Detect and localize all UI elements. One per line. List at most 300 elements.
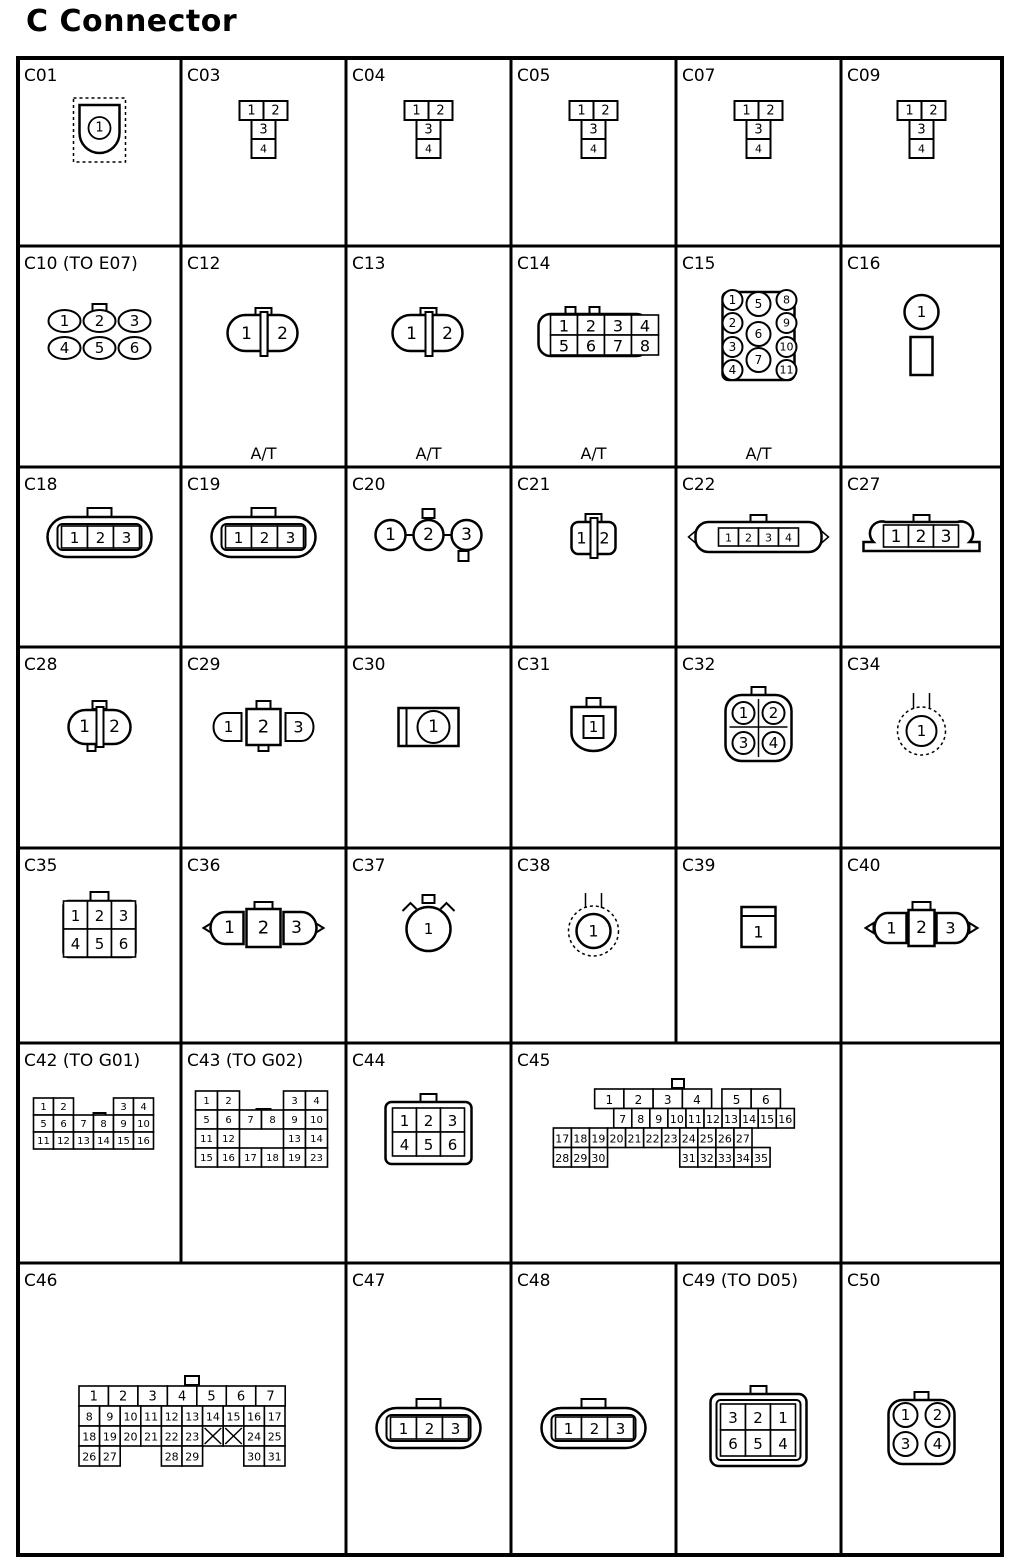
pin-label: 6 xyxy=(585,336,597,356)
connector-c42 xyxy=(24,1051,154,1149)
pin-label: 23 xyxy=(663,1132,678,1146)
connector-c14 xyxy=(517,254,659,463)
pin-label: 1 xyxy=(70,907,81,925)
pin-label: 14 xyxy=(97,1136,110,1147)
connector-label: C39 xyxy=(682,856,716,876)
pin-label: 2 xyxy=(442,324,453,344)
pin-label: 12 xyxy=(705,1112,720,1126)
pin-label: 7 xyxy=(80,1119,87,1130)
pin-label: 2 xyxy=(94,907,105,925)
pin-label: 3 xyxy=(765,531,772,545)
pin-label: 6 xyxy=(60,1119,67,1130)
pin-label: 3 xyxy=(461,525,472,545)
pin-label: 17 xyxy=(267,1410,282,1424)
connector-c37 xyxy=(352,856,455,951)
pin-label: 8 xyxy=(637,1112,645,1126)
pin-label: 4 xyxy=(260,142,267,156)
pin-label: 14 xyxy=(205,1410,220,1424)
pin-label: 2 xyxy=(599,528,610,548)
connector-label: C13 xyxy=(352,254,386,274)
pin-label: 12 xyxy=(222,1134,235,1145)
connector-label: C04 xyxy=(352,66,386,86)
pin-label: 10 xyxy=(137,1119,150,1130)
pin-label: 16 xyxy=(222,1153,235,1164)
connector-cells xyxy=(24,66,980,1466)
pin-label: 19 xyxy=(591,1132,606,1146)
pin-label: 6 xyxy=(754,327,763,341)
pin-label: 16 xyxy=(247,1410,262,1424)
pin-label: 2 xyxy=(585,316,597,336)
pin-label: 6 xyxy=(761,1092,770,1107)
pin-label: 6 xyxy=(447,1136,458,1154)
pin-label: 2 xyxy=(271,103,280,119)
connector-c47 xyxy=(352,1271,481,1448)
connector-c31 xyxy=(517,655,616,751)
connector-label: C14 xyxy=(517,254,551,274)
pin-label: 2 xyxy=(768,704,779,722)
pin-label: 2 xyxy=(601,103,610,119)
pin-label: 11 xyxy=(779,363,794,377)
pin-label: 4 xyxy=(768,734,779,752)
pin-label: 5 xyxy=(423,1136,434,1154)
pin-label: 31 xyxy=(681,1151,696,1165)
pin-label: 35 xyxy=(753,1151,768,1165)
pin-label: 10 xyxy=(123,1410,138,1424)
connector-label: C48 xyxy=(517,1271,551,1291)
pin-label: 3 xyxy=(900,1435,911,1453)
pin-label: 5 xyxy=(732,1092,741,1107)
pin-label: 2 xyxy=(634,1092,643,1107)
pin-label: 3 xyxy=(259,122,268,138)
connector-c19 xyxy=(187,475,316,557)
connector-c40 xyxy=(847,856,978,946)
pin-label: 1 xyxy=(916,303,927,321)
pin-label: 19 xyxy=(288,1153,301,1164)
pin-label: 2 xyxy=(424,1420,435,1438)
pin-label: 5 xyxy=(203,1115,210,1126)
connector-note: A/T xyxy=(745,444,772,463)
pin-label: 7 xyxy=(619,1112,627,1126)
pin-label: 6 xyxy=(118,935,129,953)
connector-shape xyxy=(970,923,978,933)
connector-c43 xyxy=(187,1051,328,1167)
pin-label: 1 xyxy=(241,324,252,344)
connector-label: C21 xyxy=(517,475,551,495)
pin-label: 1 xyxy=(385,525,396,545)
connector-label: C05 xyxy=(517,66,551,86)
pin-label: 4 xyxy=(778,1435,788,1453)
connector-c46 xyxy=(24,1271,285,1466)
pin-label: 3 xyxy=(754,122,763,138)
pin-label: 10 xyxy=(779,340,794,354)
pin-label: 3 xyxy=(612,316,624,336)
connector-c29 xyxy=(187,655,314,751)
pin-label: 2 xyxy=(60,1102,67,1113)
pin-label: 3 xyxy=(728,340,737,354)
pin-label: 18 xyxy=(573,1132,588,1146)
pin-label: 2 xyxy=(423,525,434,545)
pin-label: 1 xyxy=(398,1420,409,1438)
pin-label: 27 xyxy=(102,1450,117,1464)
connector-c03 xyxy=(187,66,288,158)
pin-label: 5 xyxy=(753,1435,763,1453)
pin-label: 1 xyxy=(59,312,70,330)
pin-label: 1 xyxy=(738,704,749,722)
pin-label: 2 xyxy=(109,717,120,737)
pin-label: 8 xyxy=(269,1115,276,1126)
connector-shape xyxy=(866,923,874,933)
page-title: C Connector xyxy=(26,4,238,39)
pin-label: 1 xyxy=(905,103,914,119)
connector-label: C20 xyxy=(352,475,386,495)
connector-shape xyxy=(97,707,104,747)
connector-c12 xyxy=(187,254,297,463)
pin-label: 2 xyxy=(257,917,270,939)
pin-label: 2 xyxy=(745,531,752,545)
pin-label: 3 xyxy=(447,1112,458,1130)
pin-label: 5 xyxy=(207,1389,216,1405)
pin-label: 28 xyxy=(164,1450,179,1464)
pin-label: 4 xyxy=(313,1096,320,1107)
pin-label: 1 xyxy=(753,922,764,942)
pin-label: 2 xyxy=(436,103,445,119)
connector-label: C43 (TO G02) xyxy=(187,1051,304,1071)
pin-label: 2 xyxy=(929,103,938,119)
pin-label: 8 xyxy=(783,293,790,307)
pin-label: 1 xyxy=(412,103,421,119)
pin-label: 11 xyxy=(687,1112,702,1126)
connector-c30 xyxy=(352,655,459,746)
pin-label: 1 xyxy=(89,1389,98,1405)
pin-label: 1 xyxy=(223,718,234,736)
pin-label: 4 xyxy=(399,1136,410,1154)
connector-label: C16 xyxy=(847,254,881,274)
pin-label: 1 xyxy=(916,722,927,740)
pin-label: 1 xyxy=(588,921,599,941)
pin-label: 3 xyxy=(945,918,956,938)
pin-label: 16 xyxy=(778,1112,793,1126)
connector-c45 xyxy=(517,1051,794,1167)
pin-label: 2 xyxy=(423,1112,434,1130)
connector-label: C42 (TO G01) xyxy=(24,1051,141,1071)
connector-label: C44 xyxy=(352,1051,386,1071)
connector-label: C28 xyxy=(24,655,58,675)
connector-label: C31 xyxy=(517,655,551,675)
pin-label: 9 xyxy=(120,1119,127,1130)
pin-label: 2 xyxy=(915,527,927,547)
connector-label: C10 (TO E07) xyxy=(24,254,138,274)
pin-label: 29 xyxy=(573,1151,588,1165)
connector-c20 xyxy=(352,475,482,561)
pin-label: 6 xyxy=(728,1435,738,1453)
pin-label: 2 xyxy=(259,529,270,547)
connector-c15 xyxy=(682,254,797,463)
pin-label: 3 xyxy=(285,529,296,547)
connector-c38 xyxy=(517,856,619,956)
pin-label: 3 xyxy=(738,734,749,752)
pin-label: 1 xyxy=(900,1406,911,1424)
pin-label: 2 xyxy=(916,918,927,938)
pin-label: 4 xyxy=(728,363,737,377)
pin-label: 11 xyxy=(37,1136,50,1147)
pin-label: 16 xyxy=(137,1136,150,1147)
pin-label: 26 xyxy=(717,1132,732,1146)
connector-c22 xyxy=(682,475,829,552)
pin-label: 24 xyxy=(247,1430,262,1444)
pin-label: 7 xyxy=(754,353,763,367)
pin-label: 9 xyxy=(655,1112,663,1126)
pin-label: 9 xyxy=(783,316,790,330)
pin-label: 2 xyxy=(257,716,270,738)
connector-shape xyxy=(261,312,268,356)
pin-label: 5 xyxy=(754,297,763,311)
pin-label: 1 xyxy=(406,324,417,344)
connector-shape xyxy=(672,1079,684,1088)
connector-label: C12 xyxy=(187,254,221,274)
connector-label: C50 xyxy=(847,1271,881,1291)
pin-label: 3 xyxy=(615,1420,626,1438)
pin-label: 4 xyxy=(70,935,81,953)
pin-label: 2 xyxy=(932,1406,943,1424)
connector-shape xyxy=(911,337,933,375)
connector-label: C19 xyxy=(187,475,221,495)
pin-label: 34 xyxy=(735,1151,750,1165)
pin-label: 10 xyxy=(669,1112,684,1126)
pin-label: 31 xyxy=(267,1450,282,1464)
pin-label: 22 xyxy=(645,1132,660,1146)
pin-label: 4 xyxy=(755,142,762,156)
connector-label: C35 xyxy=(24,856,58,876)
pin-label: 2 xyxy=(225,1096,232,1107)
pin-label: 4 xyxy=(425,142,432,156)
pin-label: 23 xyxy=(310,1153,323,1164)
pin-label: 1 xyxy=(605,1092,614,1107)
pin-label: 13 xyxy=(185,1410,200,1424)
pin-label: 1 xyxy=(79,717,90,737)
connector-label: C22 xyxy=(682,475,716,495)
grid-lines xyxy=(18,58,1002,1555)
connector-note: A/T xyxy=(415,444,442,463)
pin-label: 15 xyxy=(200,1153,213,1164)
pin-label: 2 xyxy=(766,103,775,119)
connector-label: C37 xyxy=(352,856,386,876)
connector-shape xyxy=(441,903,455,911)
pin-label: 1 xyxy=(742,103,751,119)
pin-label: 21 xyxy=(144,1430,159,1444)
connector-shape xyxy=(587,698,601,707)
pin-label: 7 xyxy=(266,1389,275,1405)
pin-label: 32 xyxy=(699,1151,714,1165)
pin-label: 1 xyxy=(40,1102,47,1113)
pin-label: 1 xyxy=(247,103,256,119)
pin-label: 7 xyxy=(247,1115,254,1126)
pin-label: 18 xyxy=(266,1153,279,1164)
pin-label: 3 xyxy=(148,1389,157,1405)
connector-shape xyxy=(426,312,433,356)
pin-label: 3 xyxy=(120,1102,127,1113)
pin-label: 2 xyxy=(95,529,106,547)
pin-label: 3 xyxy=(293,717,304,737)
pin-label: 10 xyxy=(310,1115,323,1126)
pin-label: 5 xyxy=(94,935,105,953)
pin-label: 5 xyxy=(40,1119,47,1130)
pin-label: 1 xyxy=(428,717,439,737)
connector-c10 xyxy=(24,254,151,359)
connector-c16 xyxy=(847,254,939,375)
pin-label: 19 xyxy=(102,1430,117,1444)
pin-label: 1 xyxy=(423,920,434,938)
connector-c05 xyxy=(517,66,618,158)
pin-label: 1 xyxy=(95,120,104,136)
connector-label: C47 xyxy=(352,1271,386,1291)
pin-label: 24 xyxy=(681,1132,696,1146)
connector-label: C46 xyxy=(24,1271,58,1291)
pin-label: 1 xyxy=(576,528,587,548)
pin-label: 7 xyxy=(612,336,624,356)
pin-label: 17 xyxy=(244,1153,257,1164)
pin-label: 8 xyxy=(85,1410,93,1424)
pin-label: 14 xyxy=(742,1112,757,1126)
pin-label: 12 xyxy=(57,1136,70,1147)
pin-label: 4 xyxy=(932,1435,943,1453)
pin-label: 3 xyxy=(118,907,129,925)
pin-label: 1 xyxy=(399,1112,410,1130)
connector-c48 xyxy=(517,1271,646,1448)
connector-c32 xyxy=(682,655,792,761)
connector-label: C01 xyxy=(24,66,58,86)
connector-c49 xyxy=(682,1271,807,1466)
pin-label: 6 xyxy=(129,339,140,357)
pin-label: 3 xyxy=(291,918,302,938)
connector-label: C45 xyxy=(517,1051,551,1071)
pin-label: 25 xyxy=(699,1132,714,1146)
pin-label: 3 xyxy=(589,122,598,138)
pin-label: 5 xyxy=(558,336,570,356)
connector-label: C36 xyxy=(187,856,221,876)
pin-label: 8 xyxy=(639,336,651,356)
pin-label: 4 xyxy=(785,531,792,545)
pin-label: 13 xyxy=(77,1136,90,1147)
pin-label: 3 xyxy=(424,122,433,138)
pin-label: 4 xyxy=(140,1102,147,1113)
pin-label: 5 xyxy=(94,339,105,357)
pin-label: 13 xyxy=(288,1134,301,1145)
pin-label: 1 xyxy=(890,527,902,547)
pin-label: 30 xyxy=(591,1151,606,1165)
pin-label: 4 xyxy=(590,142,597,156)
connector-c04 xyxy=(352,66,453,158)
connector-c36 xyxy=(187,856,324,947)
pin-label: 13 xyxy=(724,1112,739,1126)
pin-label: 4 xyxy=(177,1389,187,1405)
pin-label: 1 xyxy=(233,529,244,547)
connector-label: C09 xyxy=(847,66,881,86)
pin-label: 26 xyxy=(82,1450,97,1464)
pin-label: 12 xyxy=(164,1410,179,1424)
pin-label: 1 xyxy=(69,529,80,547)
connector-c34 xyxy=(847,655,946,755)
pin-label: 3 xyxy=(121,529,132,547)
pin-label: 1 xyxy=(203,1096,210,1107)
pin-label: 9 xyxy=(291,1115,298,1126)
connector-note: A/T xyxy=(250,444,277,463)
pin-label: 3 xyxy=(728,1409,738,1427)
pin-label: 1 xyxy=(224,918,235,938)
pin-label: 1 xyxy=(577,103,586,119)
connector-shape xyxy=(423,509,435,518)
connector-c07 xyxy=(682,66,783,158)
pin-label: 1 xyxy=(728,293,737,307)
pin-label: 2 xyxy=(119,1389,128,1405)
connector-label: C07 xyxy=(682,66,716,86)
connector-c27 xyxy=(847,475,980,551)
connector-c35 xyxy=(24,856,136,957)
connector-label: C32 xyxy=(682,655,716,675)
pin-label: 4 xyxy=(918,142,925,156)
pin-label: 8 xyxy=(100,1119,107,1130)
pin-label: 1 xyxy=(778,1409,788,1427)
pin-label: 1 xyxy=(558,316,570,336)
connector-shape xyxy=(459,551,469,561)
connector-c09 xyxy=(847,66,946,158)
connector-shape xyxy=(423,895,435,903)
connector-label: C40 xyxy=(847,856,881,876)
pin-label: 3 xyxy=(450,1420,461,1438)
connector-label: C30 xyxy=(352,655,386,675)
connector-c44 xyxy=(352,1051,472,1164)
pin-label: 1 xyxy=(725,531,732,545)
connector-shape xyxy=(91,892,109,901)
pin-label: 30 xyxy=(247,1450,262,1464)
connector-note: A/T xyxy=(580,444,607,463)
pin-label: 6 xyxy=(225,1115,232,1126)
pin-label: 21 xyxy=(627,1132,642,1146)
connector-shape xyxy=(403,903,417,911)
pin-label: 14 xyxy=(310,1134,323,1145)
connector-c21 xyxy=(517,475,616,558)
pin-label: 20 xyxy=(123,1430,138,1444)
pin-label: 3 xyxy=(917,122,926,138)
connector-c01 xyxy=(24,66,126,162)
pin-label: 1 xyxy=(588,718,599,736)
connector-label: C18 xyxy=(24,475,58,495)
pin-label: 17 xyxy=(555,1132,570,1146)
connector-label: C34 xyxy=(847,655,881,675)
connector-label: C38 xyxy=(517,856,551,876)
pin-label: 15 xyxy=(760,1112,775,1126)
pin-label: 6 xyxy=(236,1389,246,1405)
pin-label: 1 xyxy=(563,1420,574,1438)
pin-label: 3 xyxy=(291,1096,298,1107)
pin-label: 3 xyxy=(940,527,952,547)
pin-label: 3 xyxy=(129,312,140,330)
pin-label: 15 xyxy=(226,1410,241,1424)
pin-label: 20 xyxy=(609,1132,624,1146)
pin-label: 2 xyxy=(589,1420,600,1438)
pin-label: 2 xyxy=(728,316,737,330)
pin-label: 4 xyxy=(59,339,70,357)
pin-label: 4 xyxy=(639,316,651,336)
pin-label: 11 xyxy=(200,1134,213,1145)
pin-label: 33 xyxy=(717,1151,732,1165)
pin-label: 2 xyxy=(753,1409,763,1427)
pin-label: 9 xyxy=(106,1410,114,1424)
connector-label: C29 xyxy=(187,655,221,675)
pin-label: 2 xyxy=(94,312,105,330)
connector-label: C03 xyxy=(187,66,221,86)
connector-label: C49 (TO D05) xyxy=(682,1271,799,1291)
pin-label: 11 xyxy=(144,1410,159,1424)
